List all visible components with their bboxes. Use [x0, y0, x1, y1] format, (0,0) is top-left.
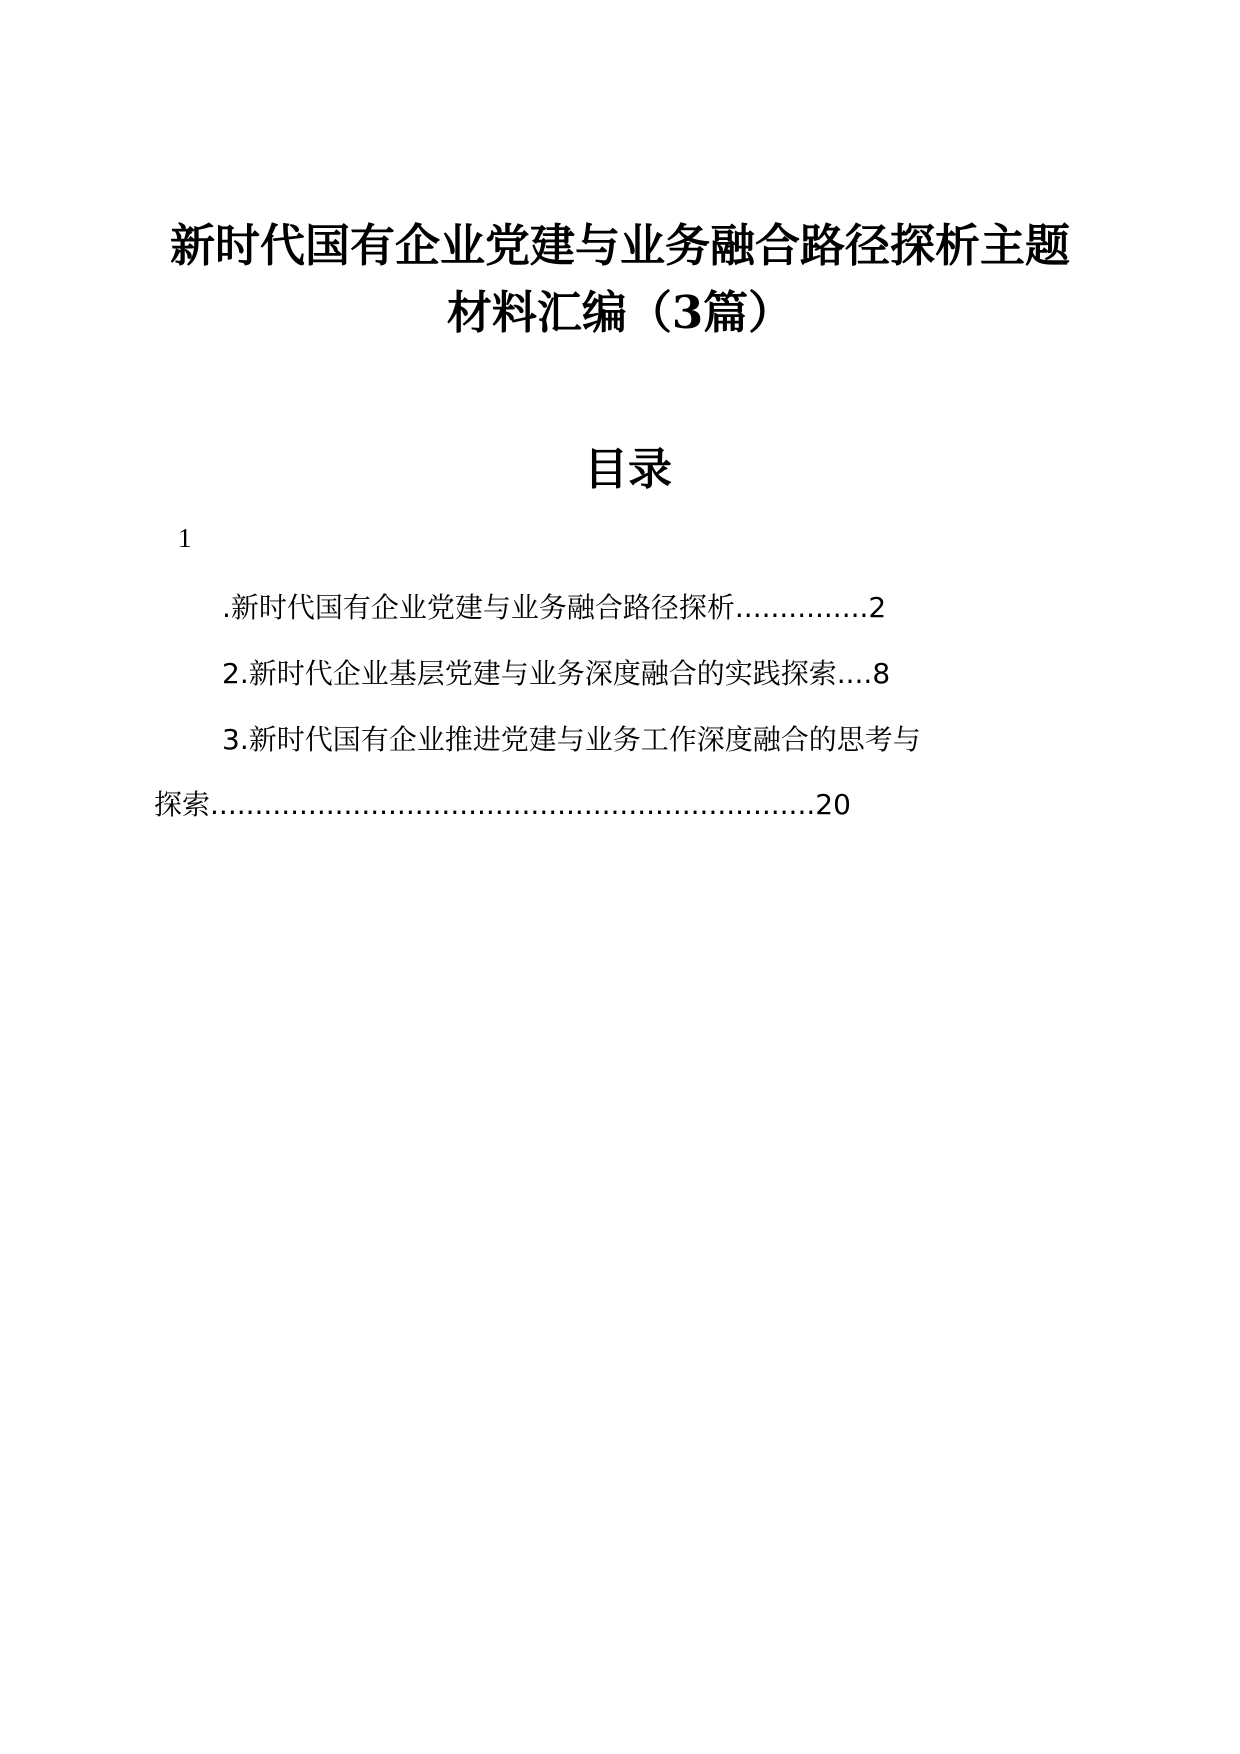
page-title	[150, 212, 1090, 346]
toc-entry-1[interactable]	[222, 588, 886, 628]
toc-entry-page: 20	[815, 788, 851, 821]
title-line-1: 新时代国有企业党建与业务融合路径探析主题	[169, 219, 1070, 272]
title-line-2: 材料汇编（3篇）	[446, 286, 794, 339]
toc-entry-page: 2	[868, 591, 887, 624]
toc-heading: 目录	[584, 444, 672, 495]
toc-entry-leader: ....................................................................	[210, 788, 816, 821]
toc-entry-leader: ...............	[734, 591, 869, 624]
toc-entry-text: .新时代国有企业党建与业务融合路径探析	[222, 591, 735, 624]
toc-entry-page: 8	[872, 657, 891, 690]
toc-entry-leader: ....	[836, 657, 873, 690]
stray-number: 1	[178, 523, 192, 553]
toc-entry-2[interactable]	[222, 654, 890, 694]
toc-entry-text-continuation: 探索	[154, 788, 211, 821]
toc-entry-3[interactable]	[222, 720, 921, 760]
toc-entry-text: 2.新时代企业基层党建与业务深度融合的实践探索	[222, 657, 837, 690]
toc-entry-3-continuation[interactable]	[154, 785, 851, 825]
toc-entry-text: 3.新时代国有企业推进党建与业务工作深度融合的思考与	[222, 723, 921, 756]
